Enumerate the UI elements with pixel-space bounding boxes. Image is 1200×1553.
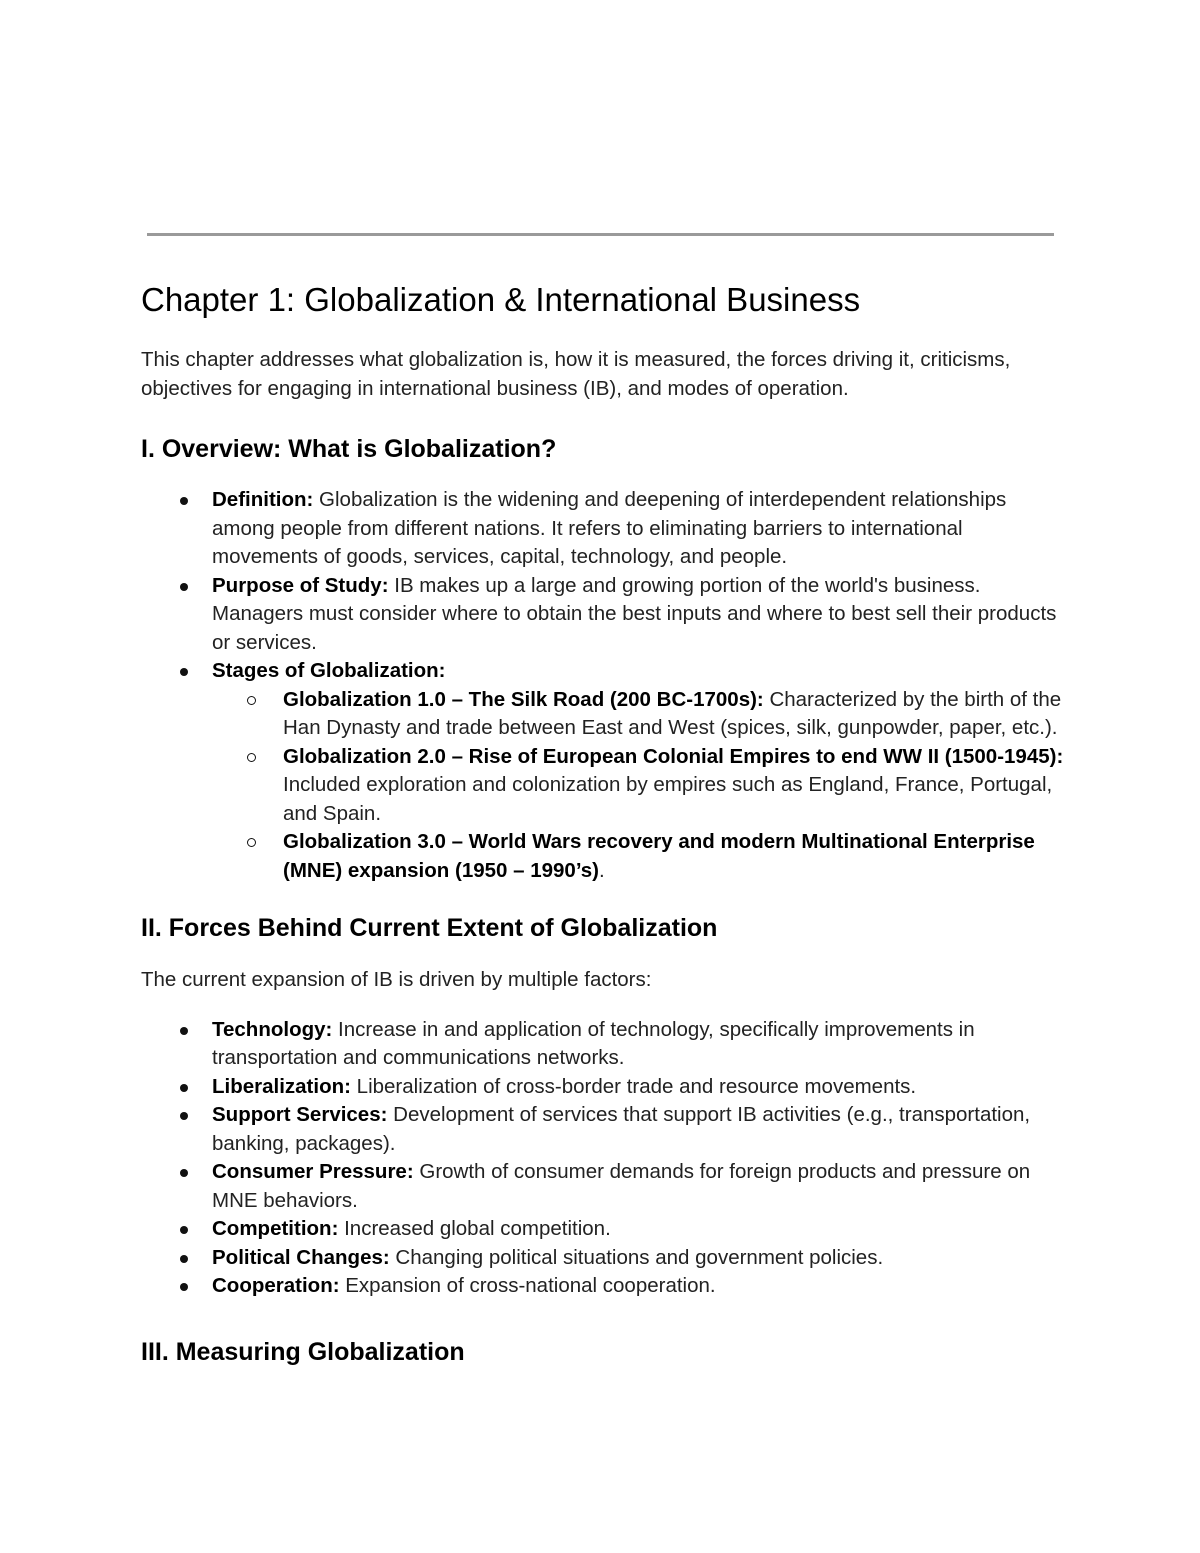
- bullet-icon: [180, 1027, 188, 1035]
- bullet-icon: [180, 1169, 188, 1177]
- section-intro: The current expansion of IB is driven by multiple factors:: [141, 968, 652, 991]
- item-text: Liberalization of cross-border trade and resource movements.: [350, 1074, 917, 1098]
- sublist-item: [141, 686, 1071, 743]
- bullet-icon: [180, 1255, 188, 1263]
- item-text: Included exploration and colonization by empires such as England, France, Portugal, and Spain.: [283, 773, 1053, 825]
- circle-bullet-icon: [247, 696, 256, 705]
- item-text: Globalization is the widening and deepening of interdependent relationships among people from different nations. It refers to eliminating barriers to international movements of goods, services, capital, technology, and people.: [212, 488, 1007, 568]
- item-text: Increased global competition.: [338, 1217, 611, 1240]
- item-term: Globalization 3.0 – World Wars recovery and modern Multinational Enterprise (MNE) expansion (1950 – 1990’s): [283, 830, 1035, 882]
- item-term: Competition:: [212, 1217, 339, 1240]
- forces-list: [141, 1016, 1071, 1301]
- item-term: Definition:: [212, 488, 314, 511]
- section-heading-forces: II. Forces Behind Current Extent of Globalization: [141, 914, 718, 942]
- section-heading-measuring: III. Measuring Globalization: [141, 1337, 465, 1366]
- item-text: Growth of consumer demands for foreign products and pressure on MNE behaviors.: [212, 1160, 1031, 1212]
- item-text: Development of services that support IB activities (e.g., transportation, banking, packages).: [212, 1103, 1031, 1155]
- bullet-icon: [180, 1112, 188, 1120]
- item-term: Globalization 2.0 – Rise of European Colonial Empires to end WW II (1500-1945):: [283, 744, 1064, 768]
- list-item: [141, 486, 1071, 572]
- sublist-item: [141, 743, 1071, 829]
- section-heading-overview: I. Overview: What is Globalization?: [141, 435, 557, 463]
- chapter-intro: This chapter addresses what globalization is, how it is measured, the forces driving it, criticisms, objectives for engaging in international business (IB), and modes of operation.: [141, 348, 1011, 400]
- bullet-icon: [180, 497, 188, 505]
- chapter-title: Chapter 1: Globalization & International Business: [141, 281, 861, 318]
- list-item: [141, 1215, 1071, 1244]
- overview-list: [141, 486, 1071, 885]
- document-body: [141, 276, 1071, 1369]
- list-item: [141, 1073, 1071, 1102]
- item-text: .: [598, 858, 605, 882]
- item-text: Changing political situations and government policies.: [389, 1245, 884, 1269]
- item-term: Globalization 1.0 – The Silk Road (200 BC-1700s):: [283, 687, 764, 711]
- item-term: Liberalization:: [212, 1074, 351, 1098]
- item-term: Consumer Pressure:: [212, 1160, 414, 1183]
- item-text: Characterized by the birth of the Han Dynasty and trade between East and West (spices, silk, gunpowder, paper, etc.).: [283, 687, 1062, 739]
- sublist-item: [141, 828, 1071, 885]
- list-item: [141, 657, 1071, 885]
- item-text: IB makes up a large and growing portion of the world's business. Managers must consider where to obtain the best inputs and where to best sell their products or services.: [212, 573, 1057, 654]
- bullet-icon: [180, 668, 188, 676]
- bullet-icon: [180, 1084, 188, 1092]
- item-term: Cooperation:: [212, 1274, 340, 1297]
- circle-bullet-icon: [247, 838, 256, 847]
- stages-sublist: [212, 686, 1071, 886]
- item-term: Support Services:: [212, 1103, 388, 1126]
- list-item: [141, 572, 1071, 658]
- list-item: [141, 1158, 1071, 1215]
- list-item: [141, 1016, 1071, 1073]
- item-term: Political Changes:: [212, 1245, 390, 1269]
- item-text: Increase in and application of technology, specifically improvements in transportation and communications networks.: [212, 1017, 975, 1069]
- bullet-icon: [180, 1226, 188, 1234]
- circle-bullet-icon: [247, 753, 256, 762]
- bullet-icon: [180, 583, 188, 591]
- item-term: Purpose of Study:: [212, 573, 389, 597]
- list-item: [141, 1244, 1071, 1273]
- bullet-icon: [180, 1283, 188, 1291]
- item-term: Stages of Globalization:: [212, 659, 446, 682]
- list-item: [141, 1272, 1071, 1301]
- item-text: Expansion of cross-national cooperation.: [339, 1274, 716, 1297]
- horizontal-rule: [147, 233, 1054, 236]
- item-term: Technology:: [212, 1017, 333, 1041]
- list-item: [141, 1101, 1071, 1158]
